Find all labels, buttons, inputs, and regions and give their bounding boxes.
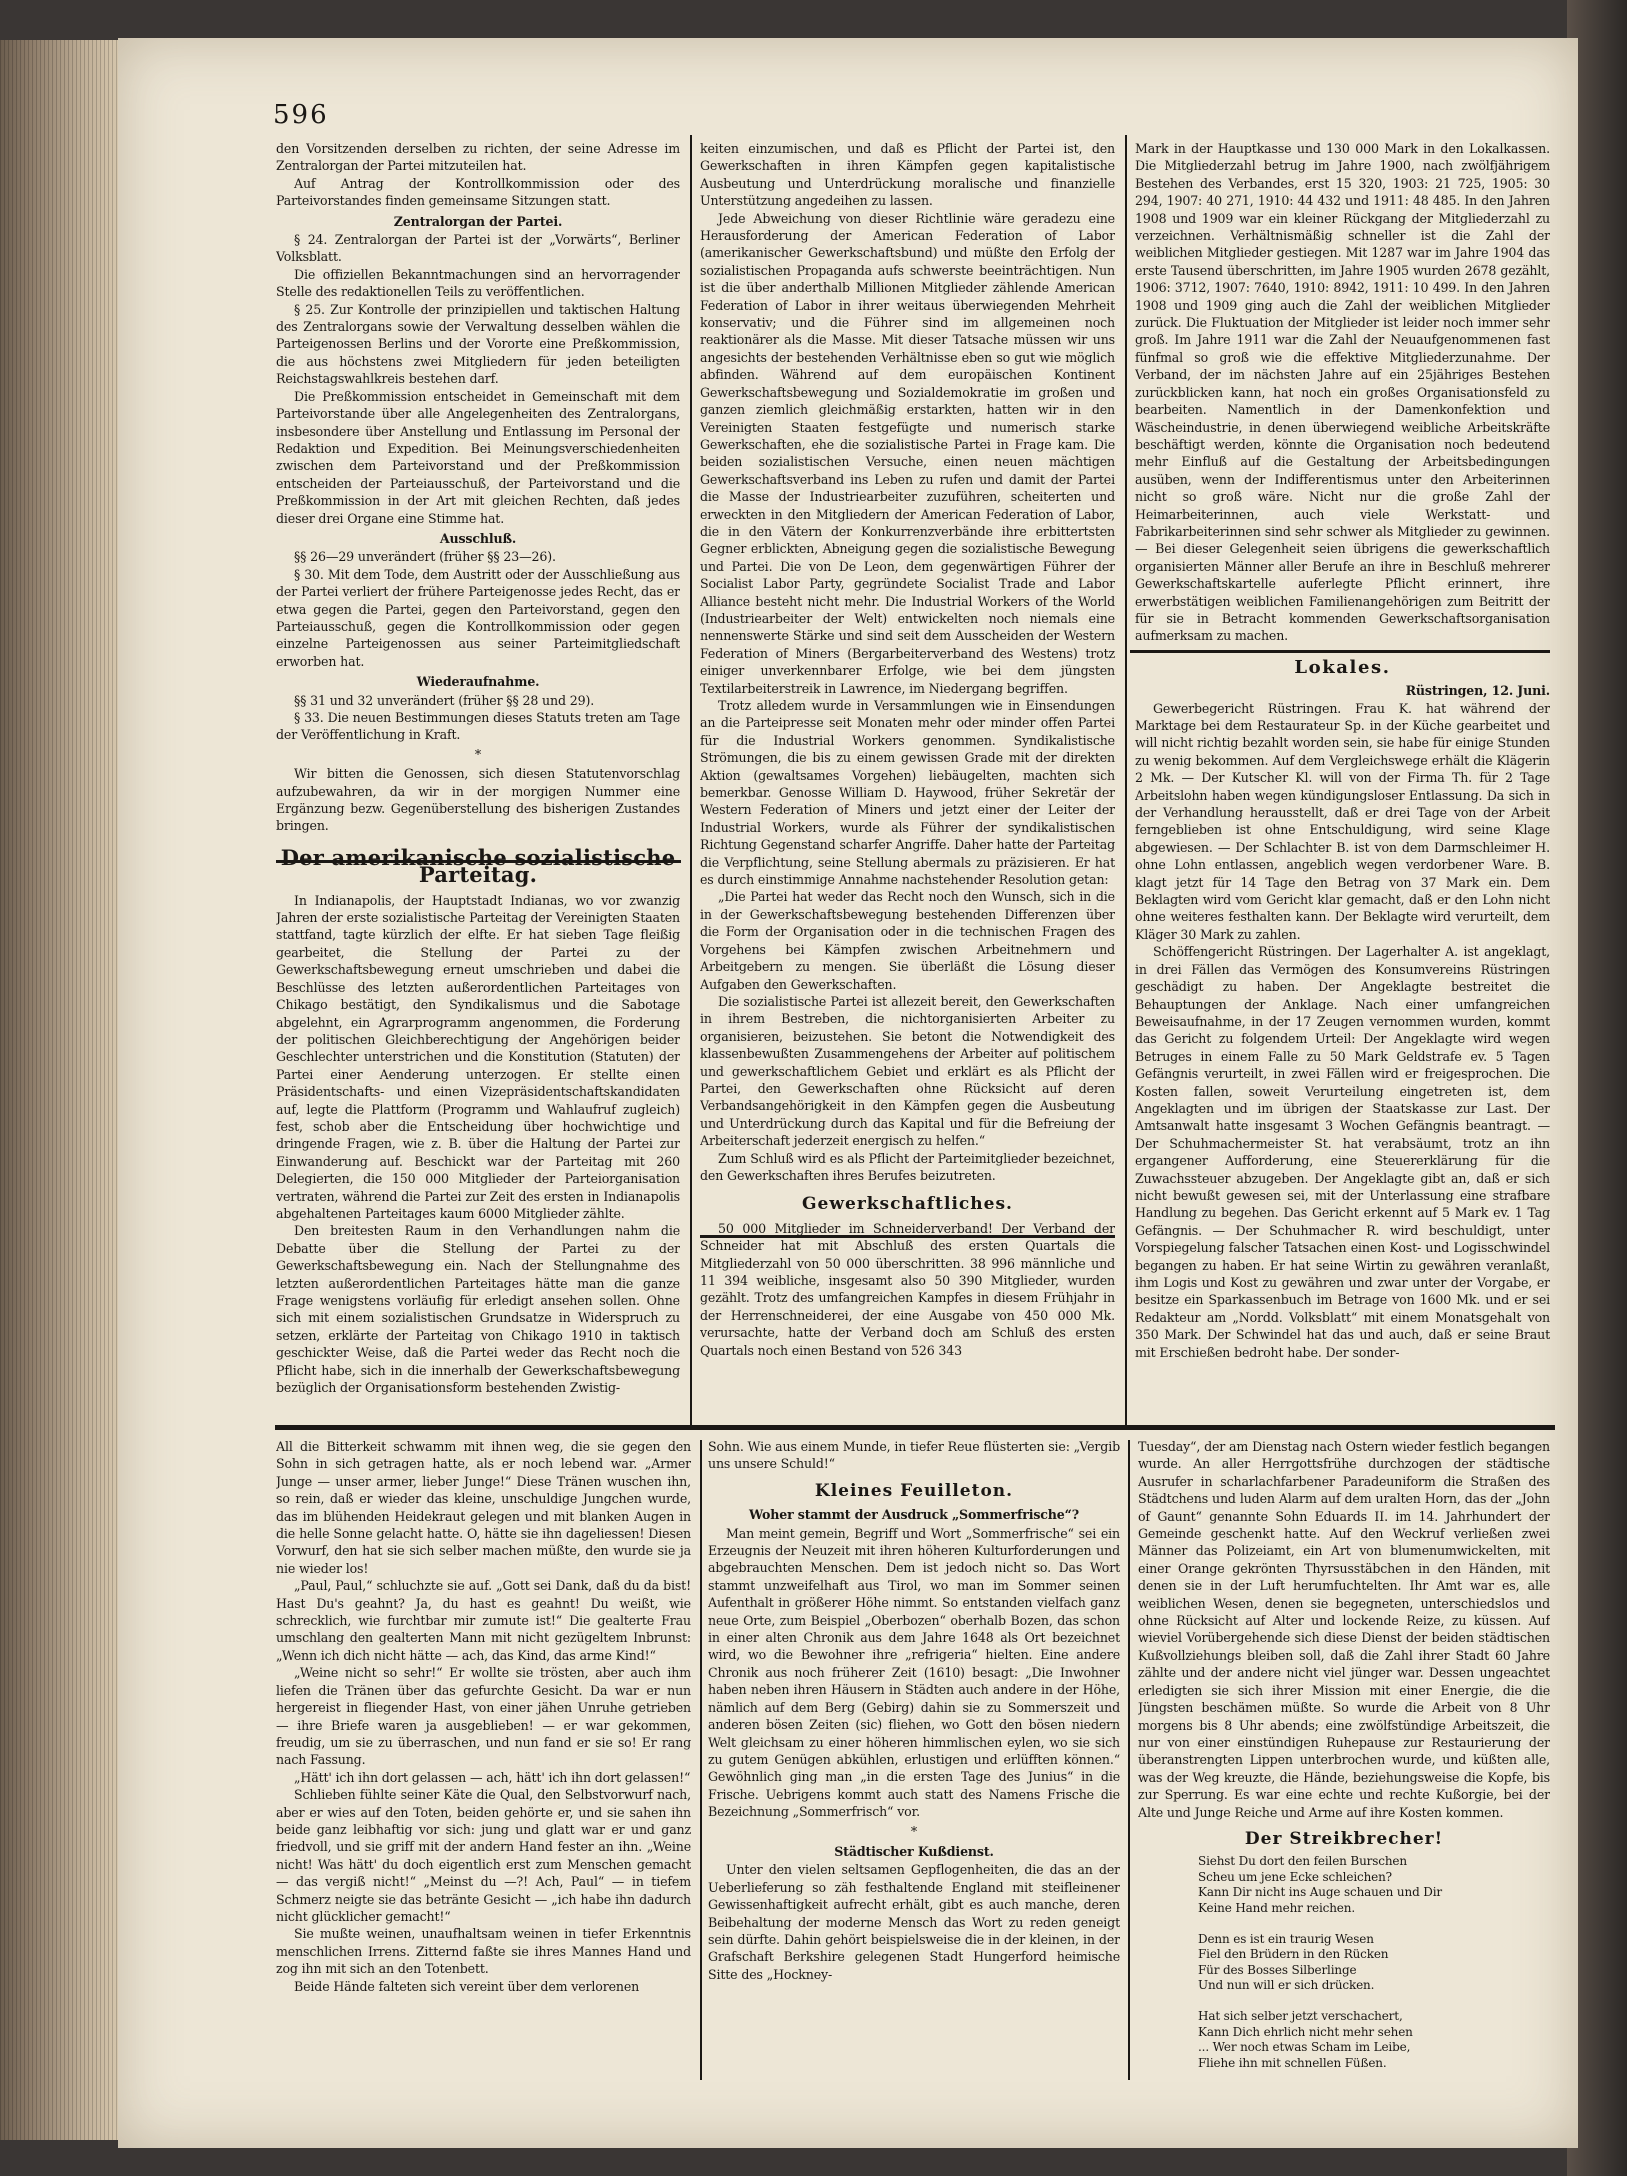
poem-line: Denn es ist ein traurig Wesen	[1198, 1931, 1374, 1946]
dateline: Rüstringen, 12. Juni.	[1405, 683, 1550, 699]
column-rule	[1128, 1440, 1130, 2080]
paragraph: §§ 26—29 unverändert (früher §§ 23—26).	[294, 549, 556, 565]
paragraph: 50 000 Mitglieder im Schneiderverband! Der Verband der Schneider hat mit Abschluß des ersten Quartals die Mitgliederzahl von 50 000 überschritten. 38 996 männliche und 11 394 weibliche, insgesamt also 50 390 Mitglieder, wurden gezählt. Trotz des umfangreichen Kampfes in diesem Frühjahr in der Herrenschneiderei, der eine Ausgabe von 450 000 Mk. verursachte, hatte der Verband doch am Schluß des ersten Quartals noch einen Bestand von 526 343	[700, 1220, 1115, 1358]
paragraph: § 30. Mit dem Tode, dem Austritt oder der Ausschließung aus der Partei verliert der frühere Parteigenosse jedes Recht, das er etwa gegen die Partei, gegen den Parteivorstand, gegen den Parteiausschuß, gegen die Kontrollkommission oder gegen einzelne Parteigenossen aus seiner Parteimitgliedschaft erworben hat.	[276, 566, 680, 669]
paragraph: Sohn. Wie aus einem Munde, in tiefer Reue flüsterten sie: „Vergib uns unsere Schuld!“	[708, 1439, 1120, 1472]
section-heading: Gewerkschaftliches.	[802, 1194, 1013, 1215]
section-heading: Lokales.	[1294, 656, 1391, 678]
poem-title: Der Streikbrecher!	[1244, 1828, 1444, 1849]
paragraph: In Indianapolis, der Hauptstadt Indianas, wo vor zwanzig Jahren der erste sozialistische Parteitag der Vereinigten Staaten stattfand, tagte kürzlich der elfte. Er hat sieben Tage fleißig gearbeitet, die Stellung der Partei zu der Gewerkschaftsbewegung erneut umschrieben und dabei die Beschlüsse des letzten außerordentlichen Parteitages von Chikago bestätigt, den Syndikalismus und die Sabotage abgelehnt, ein Agrarprogramm angenommen, die Forderung der politischen Gleichberechtigung der Angehörigen beider Geschlechter unterstrichen und die Konstitution (Statuten) der Partei einer Aenderung unterzogen. Er stellte einen Präsidentschafts- und einen Vizepräsidentschaftskandidaten auf, legte die Plattform (Programm und Wahlaufruf zugleich) fest, schob aber die Entscheidung über hochwichtige und dringende Fragen, wie z. B. über die Haltung der Partei zur Einwanderung auf. Beschickt war der Parteitag mit 260 Delegierten, die 150 000 Mitglieder der Parteiorganisation vertraten, während die Partei zur Zeit des ersten in Indianapolis abgehaltenen Parteitages kaum 6000 Mitglieder zählte.	[276, 892, 680, 1221]
paragraph: Jede Abweichung von dieser Richtlinie wäre geradezu eine Herausforderung der American Federation of Labor (amerikanischer Gewerkschaftsbund) und müßte den Erfolg der sozialistischen Propaganda aufs schwerste beeinträchtigen. Nun ist die über anderthalb Millionen Mitglieder zählende American Federation of Labor in ihrer weitaus überwiegenden Mehrheit konservativ; und die Führer sind im allgemeinen noch reaktionärer als die Masse. Mit dieser Tatsache müssen wir uns angesichts der bestehenden Verhältnisse eben so gut wie möglich abfinden. Während auf dem europäischen Kontinent Gewerkschaftsbewegung und Sozialdemokratie im großen und ganzen ziemlich gleichmäßig erstarkten, hatten wir in den Vereinigten Staaten festgefügte und numerisch starke Gewerkschaften, ehe die sozialistische Partei in Frage kam. Die beiden sozialistischen Versuche, einen neuen mächtigen Gewerkschaftsverband ins Leben zu rufen und damit der Partei die Masse der Industriearbeiter zuzuführen, scheiterten und erweckten in den Mitgliedern der American Federation of Labor, die in den Vätern der Konkurrenzverbände ihre erbittertsten Gegner erblickten, Abneigung gegen die sozialistische Bewegung und Partei. Die von De Leon, dem gegenwärtigen Führer der Socialist Labor Party, gegründete Socialist Trade and Labor Alliance besteht nicht mehr. Die Industrial Workers of the World (Industriearbeiter der Welt) entwickelten noch niemals eine nennenswerte Stärke und sind seit dem Ausscheiden der Western Federation of Miners (Bergarbeiterverband des Westens) trotz einiger unverkennbarer Erfolge, wie bei dem jüngsten Textilarbeiterstreik in Lawrence, im Niedergang begriffen.	[700, 210, 1115, 696]
paragraph: § 24. Zentralorgan der Partei ist der „Vorwärts“, Berliner Volksblatt.	[276, 232, 680, 265]
separator-star: *	[910, 1823, 918, 1839]
paragraph: Man meint gemein, Begriff und Wort „Sommerfrische“ sei ein Erzeugnis der Neuzeit mit ihren höheren Kulturforderungen und abgebrauchten Menschen. Dem ist jedoch nicht so. Das Wort stammt unzweifelhaft aus Tirol, wo man im Sommer seinen Aufenthalt in größerer Höhe nimmt. So entstanden vielfach ganz neue Orte, zum Beispiel „Oberbozen“ oberhalb Bozen, das schon in einer alten Chronik aus dem Jahre 1648 als Ort bezeichnet wird, wo die Bewohner ihre „refrigeria“ hielten. Eine andere Chronik aus noch früherer Zeit (1610) besagt: „Die Inwohner haben neben ihren Häusern in Städten auch andere in der Höhe, nämlich auf dem Berg (Gebirg) dahin sie zu Sommerszeit und anderen bösen Zeiten (sic) fliehen, wo Gott den bösen niedern Welt gleichsam zu einer höheren himmlischen eylen, wo sie sich zu gutem Genügen abkühlen, erlustigen und erlüfften können.“ Gewöhnlich ging man „in die ersten Tage des Junius“ in die Frische. Uebrigens kommt auch statt des Namens Frische die Bezeichnung „Sommerfrisch“ vor.	[708, 1525, 1120, 1820]
paragraph: Die offiziellen Bekanntmachungen sind an hervorragender Stelle des redaktionellen Teils zu veröffentlichen.	[276, 266, 680, 300]
poem-line: Fliehe ihn mit schnellen Füßen.	[1198, 2055, 1387, 2070]
feuilleton-rule	[275, 1425, 1555, 1430]
poem-line: Scheu um jene Ecke schleichen?	[1198, 1869, 1392, 1884]
column-3	[1135, 140, 1550, 1420]
book-binding-edge	[0, 40, 120, 2140]
paragraph: Zum Schluß wird es als Pflicht der Parteimitglieder bezeichnet, den Gewerkschaften ihres Berufes beizutreten.	[700, 1150, 1115, 1183]
column-rule	[690, 135, 692, 1425]
page-number: 596	[273, 100, 329, 130]
subheading: Zentralorgan der Partei.	[393, 213, 563, 229]
poem-line: Und nun will er sich drücken.	[1198, 1978, 1375, 1993]
feuilleton-left	[276, 1438, 691, 2078]
section-heading: Kleines Feuilleton.	[814, 1480, 1014, 1501]
paragraph: den Vorsitzenden derselben zu richten, der seine Adresse im Zentralorgan der Partei mitzuteilen hat.	[276, 141, 680, 174]
feuilleton-right	[1138, 1438, 1550, 2078]
feuilleton-middle	[708, 1438, 1120, 2078]
paragraph: Beide Hände falteten sich vereint über dem verlorenen	[294, 1978, 640, 1994]
poem-line: Für des Bosses Silberlinge	[1198, 1962, 1357, 1977]
column-1	[276, 140, 680, 1420]
paragraph: Schöffengericht Rüstringen. Der Lagerhalter A. ist angeklagt, in drei Fällen das Vermögen des Konsumvereins Rüstringen geschädigt zu haben. Der Angeklagte bestreitet die Behauptungen der Anklage. Nach einer umfangreichen Beweisaufnahme, in der 17 Zeugen vernommen wurden, kommt das Gericht zu folgendem Urteil: Der Angeklagte wird wegen Betruges in einem Falle zu 50 Mark Geldstrafe ev. 5 Tagen Gefängnis verurteilt, in zwei Fällen wird er freigesprochen. Die Kosten fallen, soweit Verurteilung eingetreten ist, dem Angeklagten und im übrigen der Staatskasse zur Last. Der Amtsanwalt hatte insgesamt 3 Wochen Gefängnis beantragt. — Der Schuhmachermeister St. hat verabsäumt, trotz an ihn ergangener Aufforderung, eine Steuererklärung für die Zuwachssteuer abzugeben. Der Angeklagte gibt an, daß er sich nicht bewußt gewesen sei, mit der Unterlassung eine strafbare Handlung zu begehen. Das Gericht erkennt auf 5 Mark ev. 1 Tag Gefängnis. — Der Schuhmacher R. wird beschuldigt, unter Vorspiegelung falscher Tatsachen einen Kost- und Logisschwindel begangen zu haben. Er hat seine Wirtin zu gewähren veranlaßt, ihm Logis und Kost zu gewähren und zwar unter der Vorgabe, er besitze ein Sparkassenbuch im Betrage von 1600 Mk. und er sei Redakteur am „Nordd. Volksblatt“ mit einem Monatsgehalt von 350 Mark. Der Schwindel hat das und auch, daß er seine Braut mit Erschießen bedroht habe. Der sonder-	[1135, 944, 1550, 1360]
poem-line	[1198, 1916, 1550, 1932]
paragraph: §§ 31 und 32 unverändert (früher §§ 28 und 29).	[294, 692, 595, 708]
paragraph: § 25. Zur Kontrolle der prinzipiellen und taktischen Haltung des Zentralorgans sowie der Verwaltung desselben wählen die Parteigenossen Berlins und der Vororte eine Preßkommission, die aus höchstens zwei Mitgliedern für jeden beteiligten Reichstagswahlkreis bestehen darf.	[276, 301, 680, 387]
paragraph: Unter den vielen seltsamen Gepflogenheiten, die das an der Ueberlieferung so zäh festhaltende England mit steifleinener Gewissenhaftigkeit aufrecht erhält, gibt es auch manche, deren Beibehaltung der moderne Mensch das Wort zu reden geneigt sein dürfte. Dahin gehört beispielsweise die in der kleinen, in der Grafschaft Berkshire gelegenen Stadt Hungerford heimische Sitte des „Hockney-	[708, 1862, 1120, 1982]
article-headline: Der amerikanische sozialistische Parteitag.	[280, 844, 676, 888]
paragraph: Gewerbegericht Rüstringen. Frau K. hat während der Marktage bei dem Restaurateur Sp. in der Küche gearbeitet und will nicht richtig bezahlt worden sein, sie habe für einige Stunden zu wenig bekommen. Auf dem Vergleichswege erhält die Klägerin 2 Mk. — Der Kutscher Kl. will von der Firma Th. für 2 Tage Arbeitslohn haben wegen kündigungsloser Entlassung. Da sich in der Verhandlung herausstellt, daß er drei Tage von der Arbeit ferngeblieben ist ohne Entschuldigung, wird seine Klage abgewiesen. — Der Schlachter B. ist von dem Darmschleimer H. ohne Lohn entlassen, angeblich wegen verdorbener Ware. B. klagt jetzt für 14 Tage den Betrag von 37 Mark ein. Dem Beklagten wird vom Gericht klar gemacht, daß er den Lohn nicht ohne weiteres festhalten kann. Der Beklagte wird verurteilt, dem Kläger 30 Mark zu zahlen.	[1135, 700, 1550, 942]
column-rule	[700, 1440, 702, 2080]
paragraph: „Die Partei hat weder das Recht noch den Wunsch, sich in die in der Gewerkschaftsbewegung bestehenden Differenzen über die Form der Organisation oder in die technischen Fragen des Vorgehens bei Kämpfen zwischen Arbeitnehmern und Arbeitgebern zu mengen. Sie überläßt die Lösung dieser Aufgaben den Gewerkschaften.	[700, 889, 1115, 992]
paragraph: „Paul, Paul,“ schluchzte sie auf. „Gott sei Dank, daß du da bist! Hast Du's geahnt? Ja, du hast es geahnt! Du weißt, wie schrecklich, wie furchtbar mir zumute ist!“ Die gealterte Frau umschlang den gealterten Mann mit nicht gezügeltem Inbrunst: „Wenn ich dich nicht hätte — ach, das Kind, das arme Kind!“	[276, 1578, 691, 1663]
poem-line	[1198, 1994, 1550, 2010]
paragraph: Auf Antrag der Kontrollkommission oder des Parteivorstandes finden gemeinsame Sitzungen statt.	[276, 175, 680, 209]
paragraph: Trotz alledem wurde in Versammlungen wie in Einsendungen an die Parteipresse seit Monaten mehr oder minder offen Partei für die Industrial Workers genommen. Syndikalistische Strömungen, die bis zu einem gewissen Grade mit der direkten Aktion (gewaltsames Vorgehen) liebäugelten, machten sich bemerkbar. Genosse William D. Haywood, früher Sekretär der Western Federation of Miners und jetzt einer der Leiter der Industrial Workers, wurde als Führer der syndikalistischen Richtung Gegenstand scharfer Angriffe. Daher hatte der Parteitag die Verpflichtung, seine Stellung abermals zu präzisieren. Er hat es durch einstimmige Annahme nachstehender Resolution getan:	[700, 698, 1115, 888]
column-rule	[1125, 135, 1127, 1425]
column-2	[700, 140, 1115, 1420]
paragraph: „Weine nicht so sehr!“ Er wollte sie trösten, aber auch ihm liefen die Tränen über das gefurchte Gesicht. Da war er nun hergereist in fliegender Hast, von einer jähen Unruhe getrieben — ihre Briefe waren ja ausgeblieben! — er war gekommen, freudig, um sie zu überraschen, und nun fand er sie so! Er rang nach Fassung.	[276, 1665, 691, 1768]
subheading: Städtischer Kußdienst.	[834, 1843, 994, 1859]
paragraph: Schlieben fühlte seiner Käte die Qual, den Selbstvorwurf nach, aber er wies auf den Toten, beiden gehörte er, und sie sahen ihn beide ganz leibhaftig vor sich: jung und glatt war er und ganz friedvoll, und sie griff mit der andern Hand fester an ihn. „Weine nicht! Was hätt' du doch eigentlich erst zum Menschen gemacht — das vergiß nicht!“ „Meinst du —?! Ach, Paul“ — in tiefem Schmerz neigte sie das betränte Gesicht — „ich habe ihn dadurch nicht glücklicher gemacht!“	[276, 1787, 691, 1924]
paragraph: Die Preßkommission entscheidet in Gemeinschaft mit dem Parteivorstande über alle Angelegenheiten des Zentralorgans, insbesondere über Anstellung und Entlassung im Personal der Redaktion und Expedition. Bei Meinungsverschiedenheiten zwischen dem Parteivorstand und der Preßkommission entscheiden der Parteiausschuß, der Parteivorstand und die Preßkommission in der Art mit gleichen Rechten, daß jedes dieser drei Organe eine Stimme hat.	[276, 388, 680, 526]
poem-line: ... Wer noch etwas Scham im Leibe,	[1198, 2040, 1411, 2055]
poem-line: Hat sich selber jetzt verschachert,	[1198, 2009, 1403, 2024]
paragraph: All die Bitterkeit schwamm mit ihnen weg, die sie gegen den Sohn in sich getragen hatte, als er noch lebend war. „Armer Junge — unser armer, lieber Junge!“ Diese Tränen wuschen ihn, so rein, daß er wieder das kleine, unschuldige Jungchen wurde, das im blühenden Heidekraut gelegen und mit blanken Augen in die helle Sonne gelacht hatte. O, hätte sie ihn dageliessen! Diesen Vorwurf, den hat sie sich selber machen müßte, den wurde sie ja nie wieder los!	[276, 1439, 691, 1576]
paragraph: „Hätt' ich ihn dort gelassen — ach, hätt' ich ihn dort gelassen!“	[294, 1769, 691, 1785]
poem-line: Kann Dich ehrlich nicht mehr sehen	[1198, 2024, 1413, 2039]
paragraph: Den breitesten Raum in den Verhandlungen nahm die Debatte über die Stellung der Partei zu der Gewerkschaftsbewegung ein. Nach der Stellungnahme des letzten außerordentlichen Parteitages hätte man die ganze Frage wenigstens vorläufig für erledigt ansehen sollen. Ohne sich mit einem sozialistischen Grundsatze in Widerspruch zu setzen, erklärte der Parteitag von Chikago 1910 in taktisch geschickter Weise, daß die Partei weder das Recht noch die Pflicht habe, sich in die innerhalb der Gewerkschaftsbewegung bezüglich der Organisationsform bestehenden Zwistig-	[276, 1223, 680, 1396]
separator-star: *	[474, 746, 482, 762]
paragraph: Mark in der Hauptkasse und 130 000 Mark in den Lokalkassen. Die Mitgliederzahl betrug im Jahre 1900, nach zwölfjährigem Bestehen des Verbandes, erst 15 320, 1903: 21 725, 1905: 30 294, 1907: 40 271, 1910: 44 432 und 1911: 48 485. In den Jahren 1908 und 1909 war ein kleiner Rückgang der Mitgliederzahl zu verzeichnen. Verhältnismäßig schneller ist die Zahl der weiblichen Mitglieder gestiegen. Mit 1287 war im Jahre 1904 das erste Tausend überschritten, im Jahre 1905 wurden 2678 gezählt, 1906: 3712, 1907: 7640, 1910: 8942, 1911: 10 499. In den Jahren 1908 und 1909 ging auch die Zahl der weiblichen Mitglieder zurück. Die Fluktuation der Mitglieder ist leider noch immer sehr groß. Im Jahre 1911 war die Zahl der Neuaufgenommenen fast fünfmal so groß wie die effektive Mitgliederzunahme. Der Verband, der im nächsten Jahre auf ein 25jähriges Bestehen zurückblicken kann, hat noch ein großes Organisationsfeld zu bearbeiten. Namentlich in der Damenkonfektion und Wäscheindustrie, in denen überwiegend weibliche Arbeitskräfte beschäftigt werden, könnte die Organisation noch bedeutend mehr Einfluß auf die Gestaltung der Arbeitsbedingungen ausüben, wenn der Indifferentismus unter den Arbeiterinnen nicht so groß wäre. Nicht nur die große Zahl der Heimarbeiterinnen, auch viele Werkstatt- und Fabrikarbeiterinnen sind sehr schwer als Mitglieder zu gewinnen. — Bei dieser Gelegenheit seien übrigens die gewerkschaftlich organisierten Männer aller Berufe an ihre in Beschluß mehrerer Gewerkschaftskartelle auferlegte Pflicht erinnert, ihre erwerbstätigen weiblichen Familienangehörigen zum Beitritt der für sie in Betracht kommenden Gewerkschaftsorganisation aufmerksam zu machen.	[1135, 141, 1550, 644]
poem-line: Keine Hand mehr reichen.	[1198, 1900, 1355, 1915]
subheading: Wiederaufnahme.	[416, 674, 540, 690]
paragraph: keiten einzumischen, und daß es Pflicht der Partei ist, den Gewerkschaften in ihren Kämpfen gegen kapitalistische Ausbeutung und Unterdrückung moralische und finanzielle Unterstützung angedeihen zu lassen.	[700, 141, 1115, 209]
paragraph: Sie mußte weinen, unaufhaltsam weinen in tiefer Erkenntnis menschlichen Irrens. Zitternd faßte sie ihres Mannes Hand und zog ihn mit sich an den Totenbett.	[276, 1926, 691, 1977]
paragraph: § 33. Die neuen Bestimmungen dieses Statuts treten am Tage der Veröffentlichung in Kraft.	[276, 710, 680, 743]
poem	[1198, 1854, 1550, 2071]
poem-line: Fiel den Brüdern in den Rücken	[1198, 1947, 1389, 1962]
paragraph: Wir bitten die Genossen, sich diesen Statutenvorschlag aufzubewahren, da wir in der morgigen Nummer eine Ergänzung bezw. Gegenüberstellung des bisherigen Zustandes bringen.	[276, 766, 680, 834]
subheading: Ausschluß.	[439, 530, 517, 546]
subheading: Woher stammt der Ausdruck „Sommerfrische“?	[749, 1507, 1079, 1523]
paragraph: Die sozialistische Partei ist allezeit bereit, den Gewerkschaften in ihrem Bestreben, die nichtorganisierten Arbeiter zu organisieren, beizustehen. Sie betont die Notwendigkeit des klassenbewußten Zusammengehens der Arbeiter auf politischem und gewerkschaftlichem Gebiet und erklärt es als Pflicht der Partei, den Gewerkschaften ohne Rücksicht auf deren Verbandsangehörigkeit in den Kämpfen gegen die Ausbeutung und Unterdrückung durch das Kapital und für die Befreiung der Arbeiterschaft jederzeit energisch zu helfen.“	[700, 993, 1115, 1149]
poem-line: Siehst Du dort den feilen Burschen	[1198, 1854, 1407, 1869]
paragraph: Tuesday“, der am Dienstag nach Ostern wieder festlich begangen wurde. An aller Herrgottsfrühe durchzogen der städtische Ausrufer in scharlachfarbener Paradeuniform die Straßen des Städtchens und luden Alarm auf dem uralten Horn, das der „John of Gaunt“ genannte Sohn Eduards II. im 14. Jahrhundert der Gemeinde geschenkt hatte. Auf den Weckruf verließen zwei Männer das Polizeiamt, ein Art von blumenumwickelten, mit einer Orange gekrönten Thyrsusstäbchen in den Händen, mit denen sie in der Luft herumfuchtelten. Ihr Amt war es, alle weiblichen Wesen, denen sie begegneten, unterschiedslos und ohne Rücksicht auf Alter und lockende Reize, zu küssen. Auf wieviel Vorübergehende sich diese Dienst der beiden städtischen Kußvollziehungs bleiben soll, daß die Zahl ihrer Stadt 60 Jahre zählte und der andere nicht viel jünger war. Dessen ungeachtet erledigten sie sich ihrer Mission mit einer Energie, die die Jüngsten beschämen müßte. So wurde die Arbeit von 8 Uhr morgens bis 8 Uhr abends; eine zwölfstündige Arbeitszeit, die nur von einer einstündigen Ruhepause zur Restaurierung der überanstrengten Lippen unterbrochen wurde, und küßten alle, was der Weg kreuzte, die Hände, beziehungsweise die Kopfe, bis zur Sperrung. Es war eine echte und rechte Kußorgie, bei der Alte und Junge Reiche und Arme auf ihre Kosten kommen.	[1138, 1439, 1550, 1820]
poem-line: Kann Dir nicht ins Auge schauen und Dir	[1198, 1885, 1443, 1900]
